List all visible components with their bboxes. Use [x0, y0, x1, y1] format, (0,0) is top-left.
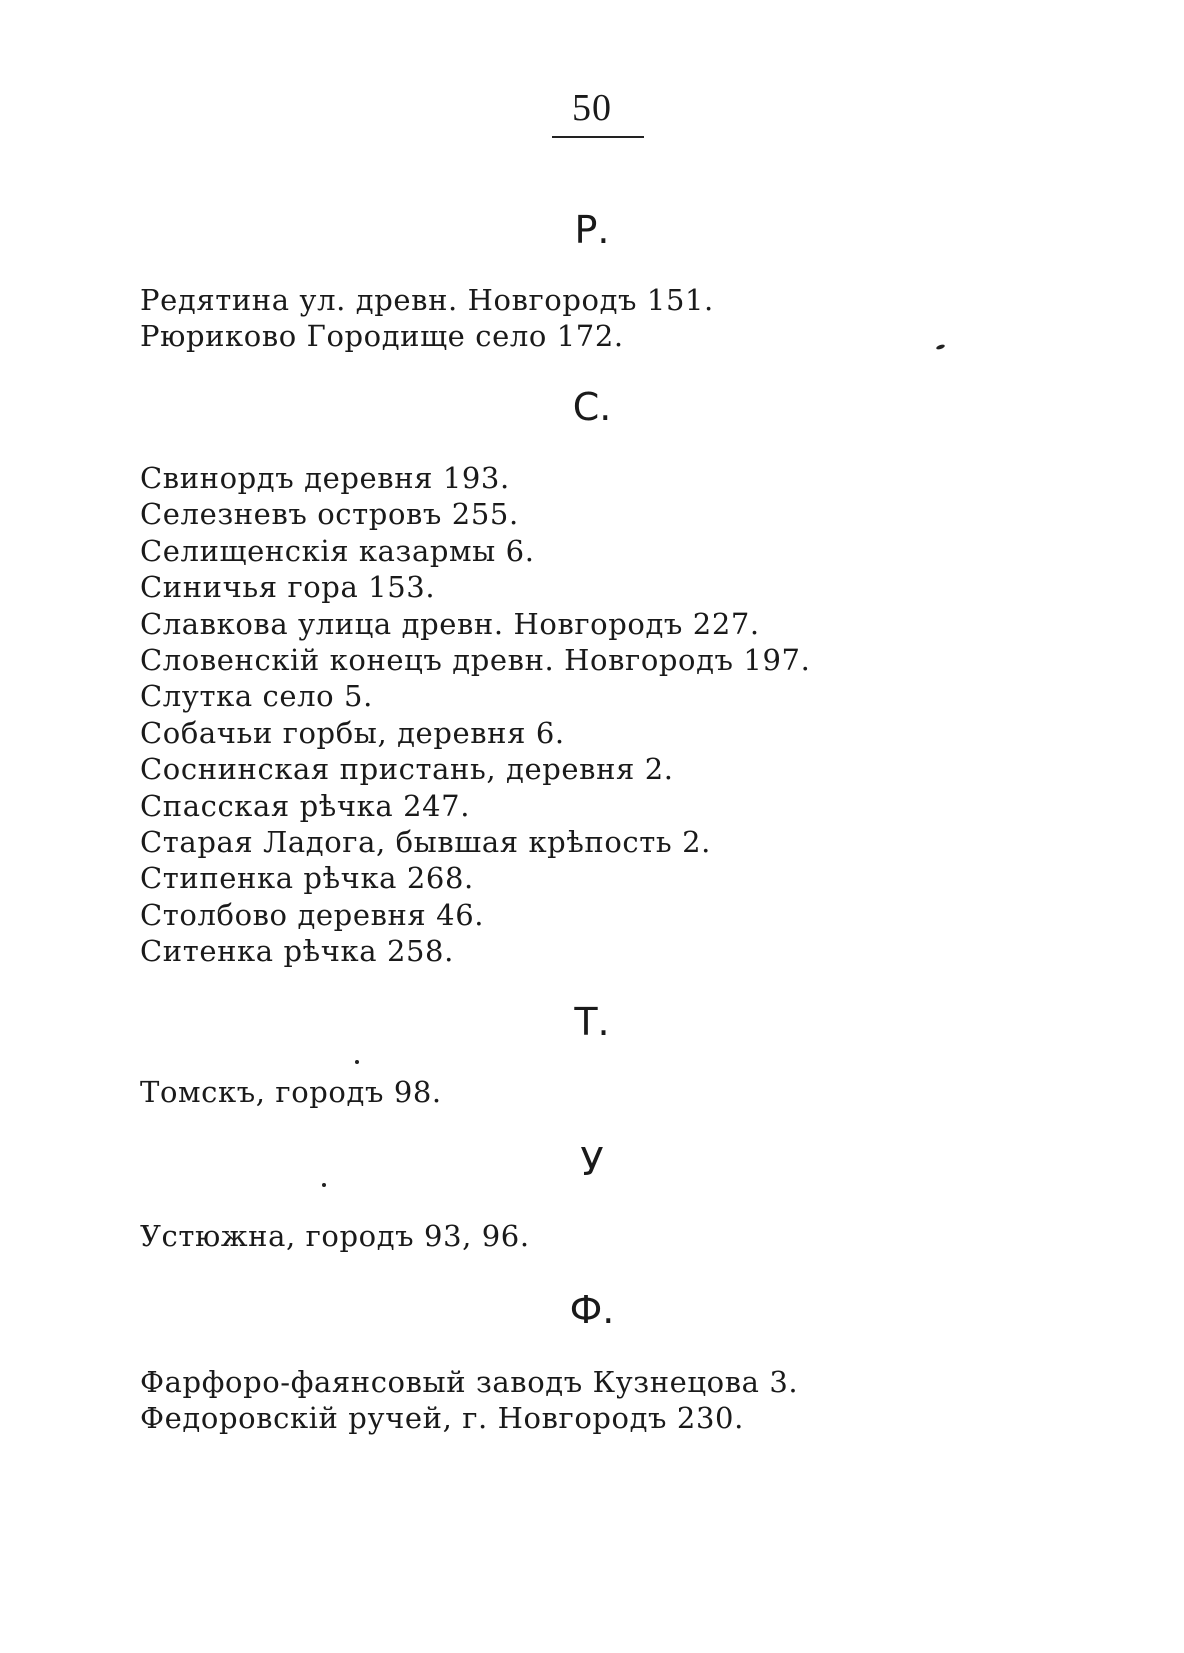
scan-speck [322, 1183, 326, 1187]
index-entry: Слутка село 5. [140, 679, 373, 714]
section-s-entries [140, 460, 810, 969]
index-entry: Томскъ, городъ 98. [140, 1075, 442, 1109]
index-entry: Словенскій конецъ древн. Новгородъ 197. [140, 642, 811, 677]
section-t-entries [140, 1074, 442, 1110]
index-entry: Рюриково Городище село 172. [140, 319, 624, 354]
index-entry: Стипенка рѣчка 268. [140, 861, 474, 896]
page-number: 50 [572, 87, 612, 129]
section-f-entries [140, 1364, 798, 1437]
index-entry: Селищенскія казармы 6. [140, 533, 535, 568]
section-letter-t: Т. [574, 1000, 610, 1044]
index-entry: Свинордъ деревня 193. [140, 461, 510, 495]
section-u-entries [140, 1218, 530, 1254]
index-entry: Собачьи горбы, деревня 6. [140, 715, 565, 750]
section-letter-s: С. [572, 385, 612, 429]
index-entry: Редятина ул. древн. Новгородъ 151. [140, 283, 714, 317]
index-entry: Устюжна, городъ 93, 96. [140, 1219, 530, 1253]
index-entry: Старая Ладога, бывшая крѣпость 2. [140, 824, 711, 859]
index-entry: Федоровскій ручей, г. Новгородъ 230. [140, 1401, 744, 1436]
index-entry: Спасская рѣчка 247. [140, 788, 471, 823]
page-number-rule [552, 136, 644, 138]
section-r-entries [140, 282, 714, 355]
index-entry: Ситенка рѣчка 258. [140, 934, 454, 969]
index-entry: Фарфоро-фаянсовый заводъ Кузнецова 3. [140, 1365, 799, 1399]
scan-speck [355, 1060, 359, 1064]
index-entry: Селезневъ островъ 255. [140, 497, 519, 532]
section-letter-f: Ф. [569, 1288, 615, 1332]
index-entry: Соснинская пристань, деревня 2. [140, 752, 674, 787]
scan-speck [936, 344, 946, 351]
index-entry: Славкова улица древн. Новгородъ 227. [140, 606, 760, 641]
index-entry: Столбово деревня 46. [140, 897, 485, 932]
index-entry: Синичья гора 153. [140, 570, 436, 605]
section-letter-r: Р. [574, 208, 610, 252]
section-letter-u: У [580, 1140, 604, 1184]
